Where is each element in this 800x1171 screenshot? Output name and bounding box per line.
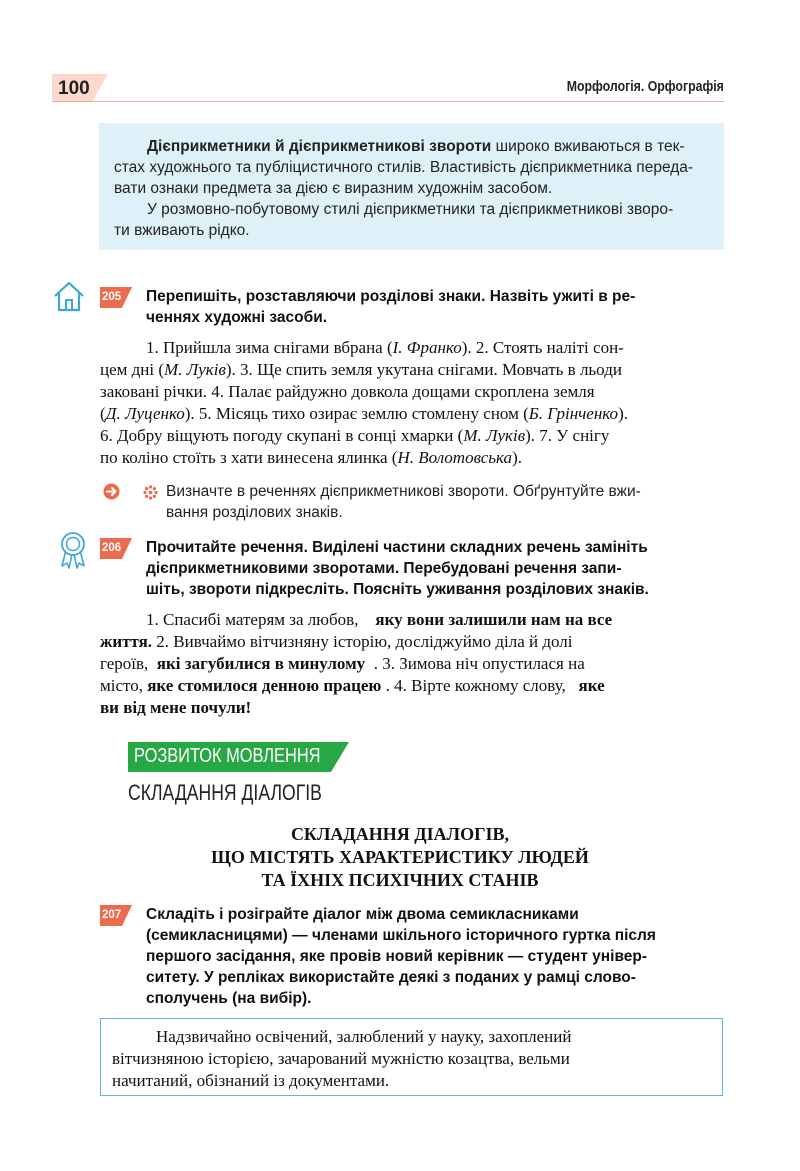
info-term: Дієприкметники й дієприкметникові звороти [147, 138, 492, 155]
text: ). 2. Стоять наліті сон- [461, 338, 624, 357]
text: ). [512, 448, 522, 467]
topic-title-line-1: СКЛАДАННЯ ДІАЛОГІВ, [290, 824, 510, 844]
highlighted-clause: яке [578, 676, 605, 695]
home-icon [52, 279, 86, 313]
text: ). [618, 404, 628, 423]
text: . 3. Зимова ніч опустилася на [373, 654, 585, 673]
ex205-line-3: заковані річки. 4. Палає райдужно довкола дощами скроплена земля [100, 382, 595, 401]
page-number-tab [52, 74, 92, 102]
ex206-line-1 [146, 609, 612, 631]
info-line-5: ти вживають рідко. [114, 222, 250, 239]
task-207-line-1: Складіть і розіграйте діалог між двома семикласниками [146, 906, 579, 923]
section-banner [128, 742, 331, 772]
task-206-line-2: дієприкметниковими зворотами. Перебудовані речення запи- [146, 560, 622, 577]
asterisk-icon [143, 485, 158, 500]
author: Д. Луценко [105, 404, 185, 423]
task-207-line-5: сполучень (на вибір). [146, 990, 312, 1007]
task-206-line-3: шіть, звороти підкресліть. Поясніть уживання розділових знаків. [146, 581, 649, 598]
text: 1. Прийшла зима снігами вбрана ( [146, 338, 393, 357]
task-207-line-3: першого засідання, яке провів новий керівник — студент універ- [146, 948, 648, 965]
author: Б. Грінченко [528, 404, 619, 423]
info-line-2: стах художнього та публіцистичного стилів. Властивість дієприкметника переда- [114, 159, 694, 176]
ex205-line-4 [100, 403, 628, 425]
text: 1. Спасибі матерям за любов, [146, 610, 359, 629]
text: 6. Добру віщують погоду скупані в сонці хмарки ( [100, 426, 464, 445]
author: І. Франко [392, 338, 462, 357]
header-rule [52, 101, 724, 102]
medal-icon [56, 530, 90, 570]
text: 2. Вивчаймо вітчизняну історію, досліджуймо діла й долі [156, 632, 573, 651]
text: по коліно стоїть з хати винесена ялинка ( [100, 448, 398, 467]
highlighted-clause: ви від мене почули! [100, 698, 252, 717]
extra-task-line-2: вання розділових знаків. [166, 504, 343, 521]
frame-line-1: Надзвичайно освічений, залюблений у науку, захоплений [156, 1027, 572, 1046]
frame-line-2: вітчизняною історією, зачарований мужністю козацтва, вельми [112, 1049, 570, 1068]
text: героїв, [100, 654, 149, 673]
text: . 4. Вірте кожному слову, [385, 676, 566, 695]
badge-tail [122, 538, 132, 559]
task-206-line-1: Прочитайте речення. Виділені частини складних речень замініть [146, 539, 648, 556]
info-line-1-rest: широко вживаються в тек- [495, 138, 685, 155]
info-box [99, 123, 724, 250]
ex206-line-5 [100, 697, 251, 719]
text: ). 7. У снігу [525, 426, 610, 445]
author: Н. Волотовська [397, 448, 513, 467]
ex206-line-2 [100, 631, 572, 653]
task-207-line-2: (семикласницями) — членами шкільного історичного гуртка після [146, 927, 656, 944]
exercise-number-badge: 207 [100, 905, 122, 926]
ex205-line-1 [146, 337, 624, 359]
ex205-line-5 [100, 425, 609, 447]
exercise-number-badge: 206 [100, 538, 122, 559]
section-banner-label: РОЗВИТОК МОВЛЕННЯ [134, 745, 321, 767]
text: місто, [100, 676, 143, 695]
badge-tail [122, 905, 132, 926]
extra-task-line-1: Визначте в реченнях дієприкметникові звороти. Обґрунтуйте вжи- [166, 483, 641, 500]
topic-title-line-3: ТА ЇХНІХ ПСИХІЧНИХ СТАНІВ [261, 870, 539, 890]
topic-title-line-2: ЩО МІСТЯТЬ ХАРАКТЕРИСТИКУ ЛЮДЕЙ [211, 847, 589, 867]
info-line-4: У розмовно-побутовому стилі дієприкметники та дієприкметникові зворо- [147, 201, 674, 218]
text: ). 3. Ще спить земля укутана снігами. Мовчать в льоди [225, 360, 622, 379]
info-line-3: вати ознаки предмета за дією є виразним художнім засобом. [114, 180, 553, 197]
ex205-line-2 [100, 359, 622, 381]
section-title: Морфологія. Орфографія [566, 79, 724, 95]
subheading: СКЛАДАННЯ ДІАЛОГІВ [128, 780, 322, 805]
ex206-line-3 [100, 653, 585, 675]
author: М. Луків [164, 360, 226, 379]
frame-line-3: начитаний, обізнаний із документами. [112, 1071, 390, 1090]
text: ( [100, 404, 106, 423]
task-207-line-4: ситету. У репліках використайте деякі з поданих у рамці слово- [146, 969, 636, 986]
section-banner-tail [331, 742, 349, 772]
page-number-tab-tail [92, 74, 108, 102]
text: цем дні ( [100, 360, 165, 379]
info-line-1 [147, 136, 685, 157]
highlighted-clause: життя. [100, 632, 153, 651]
highlighted-clause: які загубилися в минулому [156, 654, 366, 673]
highlighted-clause: яку вони залишили нам на все [375, 610, 613, 629]
exercise-number-badge: 205 [100, 287, 122, 308]
arrow-right-circle-icon [103, 483, 120, 500]
author: М. Луків [463, 426, 526, 445]
ex206-line-4 [100, 675, 605, 697]
ex205-line-6 [100, 447, 522, 469]
page-number: 100 [58, 78, 90, 99]
text: ). 5. Місяць тихо озирає землю стомлену сном ( [184, 404, 529, 423]
task-205-line-2: ченнях художні засоби. [146, 309, 328, 326]
task-205-line-1: Перепишіть, розставляючи розділові знаки. Назвіть ужиті в ре- [146, 288, 636, 305]
highlighted-clause: яке стомилося денною працею [147, 676, 382, 695]
badge-tail [122, 287, 132, 308]
